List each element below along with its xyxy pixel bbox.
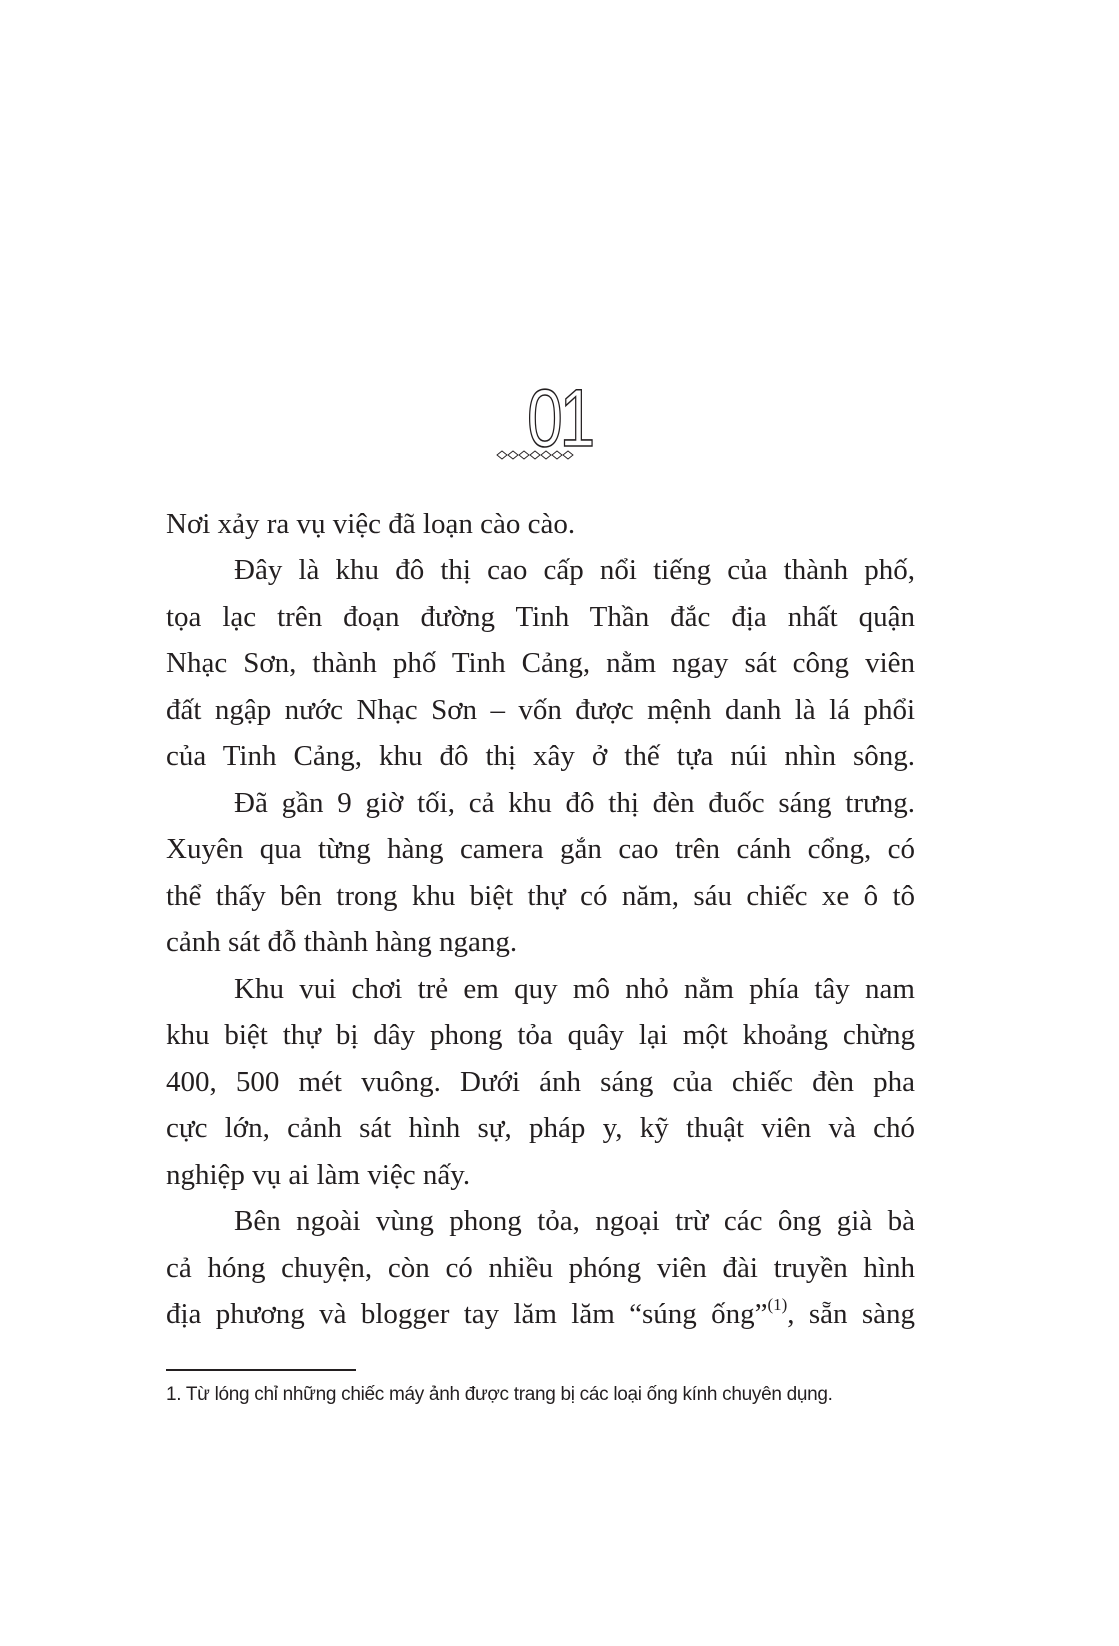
body-line: Đã gần 9 giờ tối, cả khu đô thị đèn đuốc sáng trưng.: [234, 787, 915, 819]
body-line: Khu vui chơi trẻ em quy mô nhỏ nằm phía tây nam: [234, 973, 915, 1005]
body-line: của Tinh Cảng, khu đô thị xây ở thế tựa núi nhìn sông.: [166, 740, 915, 772]
body-line: cực lớn, cảnh sát hình sự, pháp y, kỹ thuật viên và chó: [166, 1112, 915, 1144]
footnote-ref[interactable]: (1): [767, 1295, 788, 1314]
footnote-divider: [166, 1369, 356, 1371]
footnote: 1. Từ lóng chỉ những chiếc máy ảnh được trang bị các loại ống kính chuyên dụng.: [166, 1384, 833, 1405]
chapter-number: 01: [527, 373, 592, 464]
body-line: nghiệp vụ ai làm việc nấy.: [166, 1159, 471, 1191]
body-line: Bên ngoài vùng phong tỏa, ngoại trừ các ông già bà: [234, 1205, 915, 1237]
body-line: tọa lạc trên đoạn đường Tinh Thần đắc địa nhất quận: [166, 601, 915, 633]
body-line: Đây là khu đô thị cao cấp nổi tiếng của thành phố,: [234, 554, 915, 586]
body-line: Nhạc Sơn, thành phố Tinh Cảng, nằm ngay sát công viên: [166, 647, 915, 679]
body-line: khu biệt thự bị dây phong tỏa quây lại một khoảng chừng: [166, 1019, 915, 1051]
body-line: cảnh sát đỗ thành hàng ngang.: [166, 926, 518, 958]
body-line: 400, 500 mét vuông. Dưới ánh sáng của chiếc đèn pha: [166, 1066, 915, 1098]
body-line: [166, 1296, 915, 1332]
body-line: đất ngập nước Nhạc Sơn – vốn được mệnh danh là lá phổi: [166, 694, 915, 726]
line-text: địa phương và blogger tay lăm lăm “súng ống”: [166, 1298, 768, 1330]
body-line: Nơi xảy ra vụ việc đã loạn cào cào.: [166, 508, 576, 540]
diamond-ornament: [496, 450, 574, 460]
body-line: thể thấy bên trong khu biệt thự có năm, sáu chiếc xe ô tô: [166, 880, 915, 912]
line-text: , sẵn sàng: [787, 1298, 915, 1330]
body-line: cả hóng chuyện, còn có nhiều phóng viên đài truyền hình: [166, 1252, 915, 1284]
body-line: Xuyên qua từng hàng camera gắn cao trên cánh cổng, có: [166, 833, 915, 865]
